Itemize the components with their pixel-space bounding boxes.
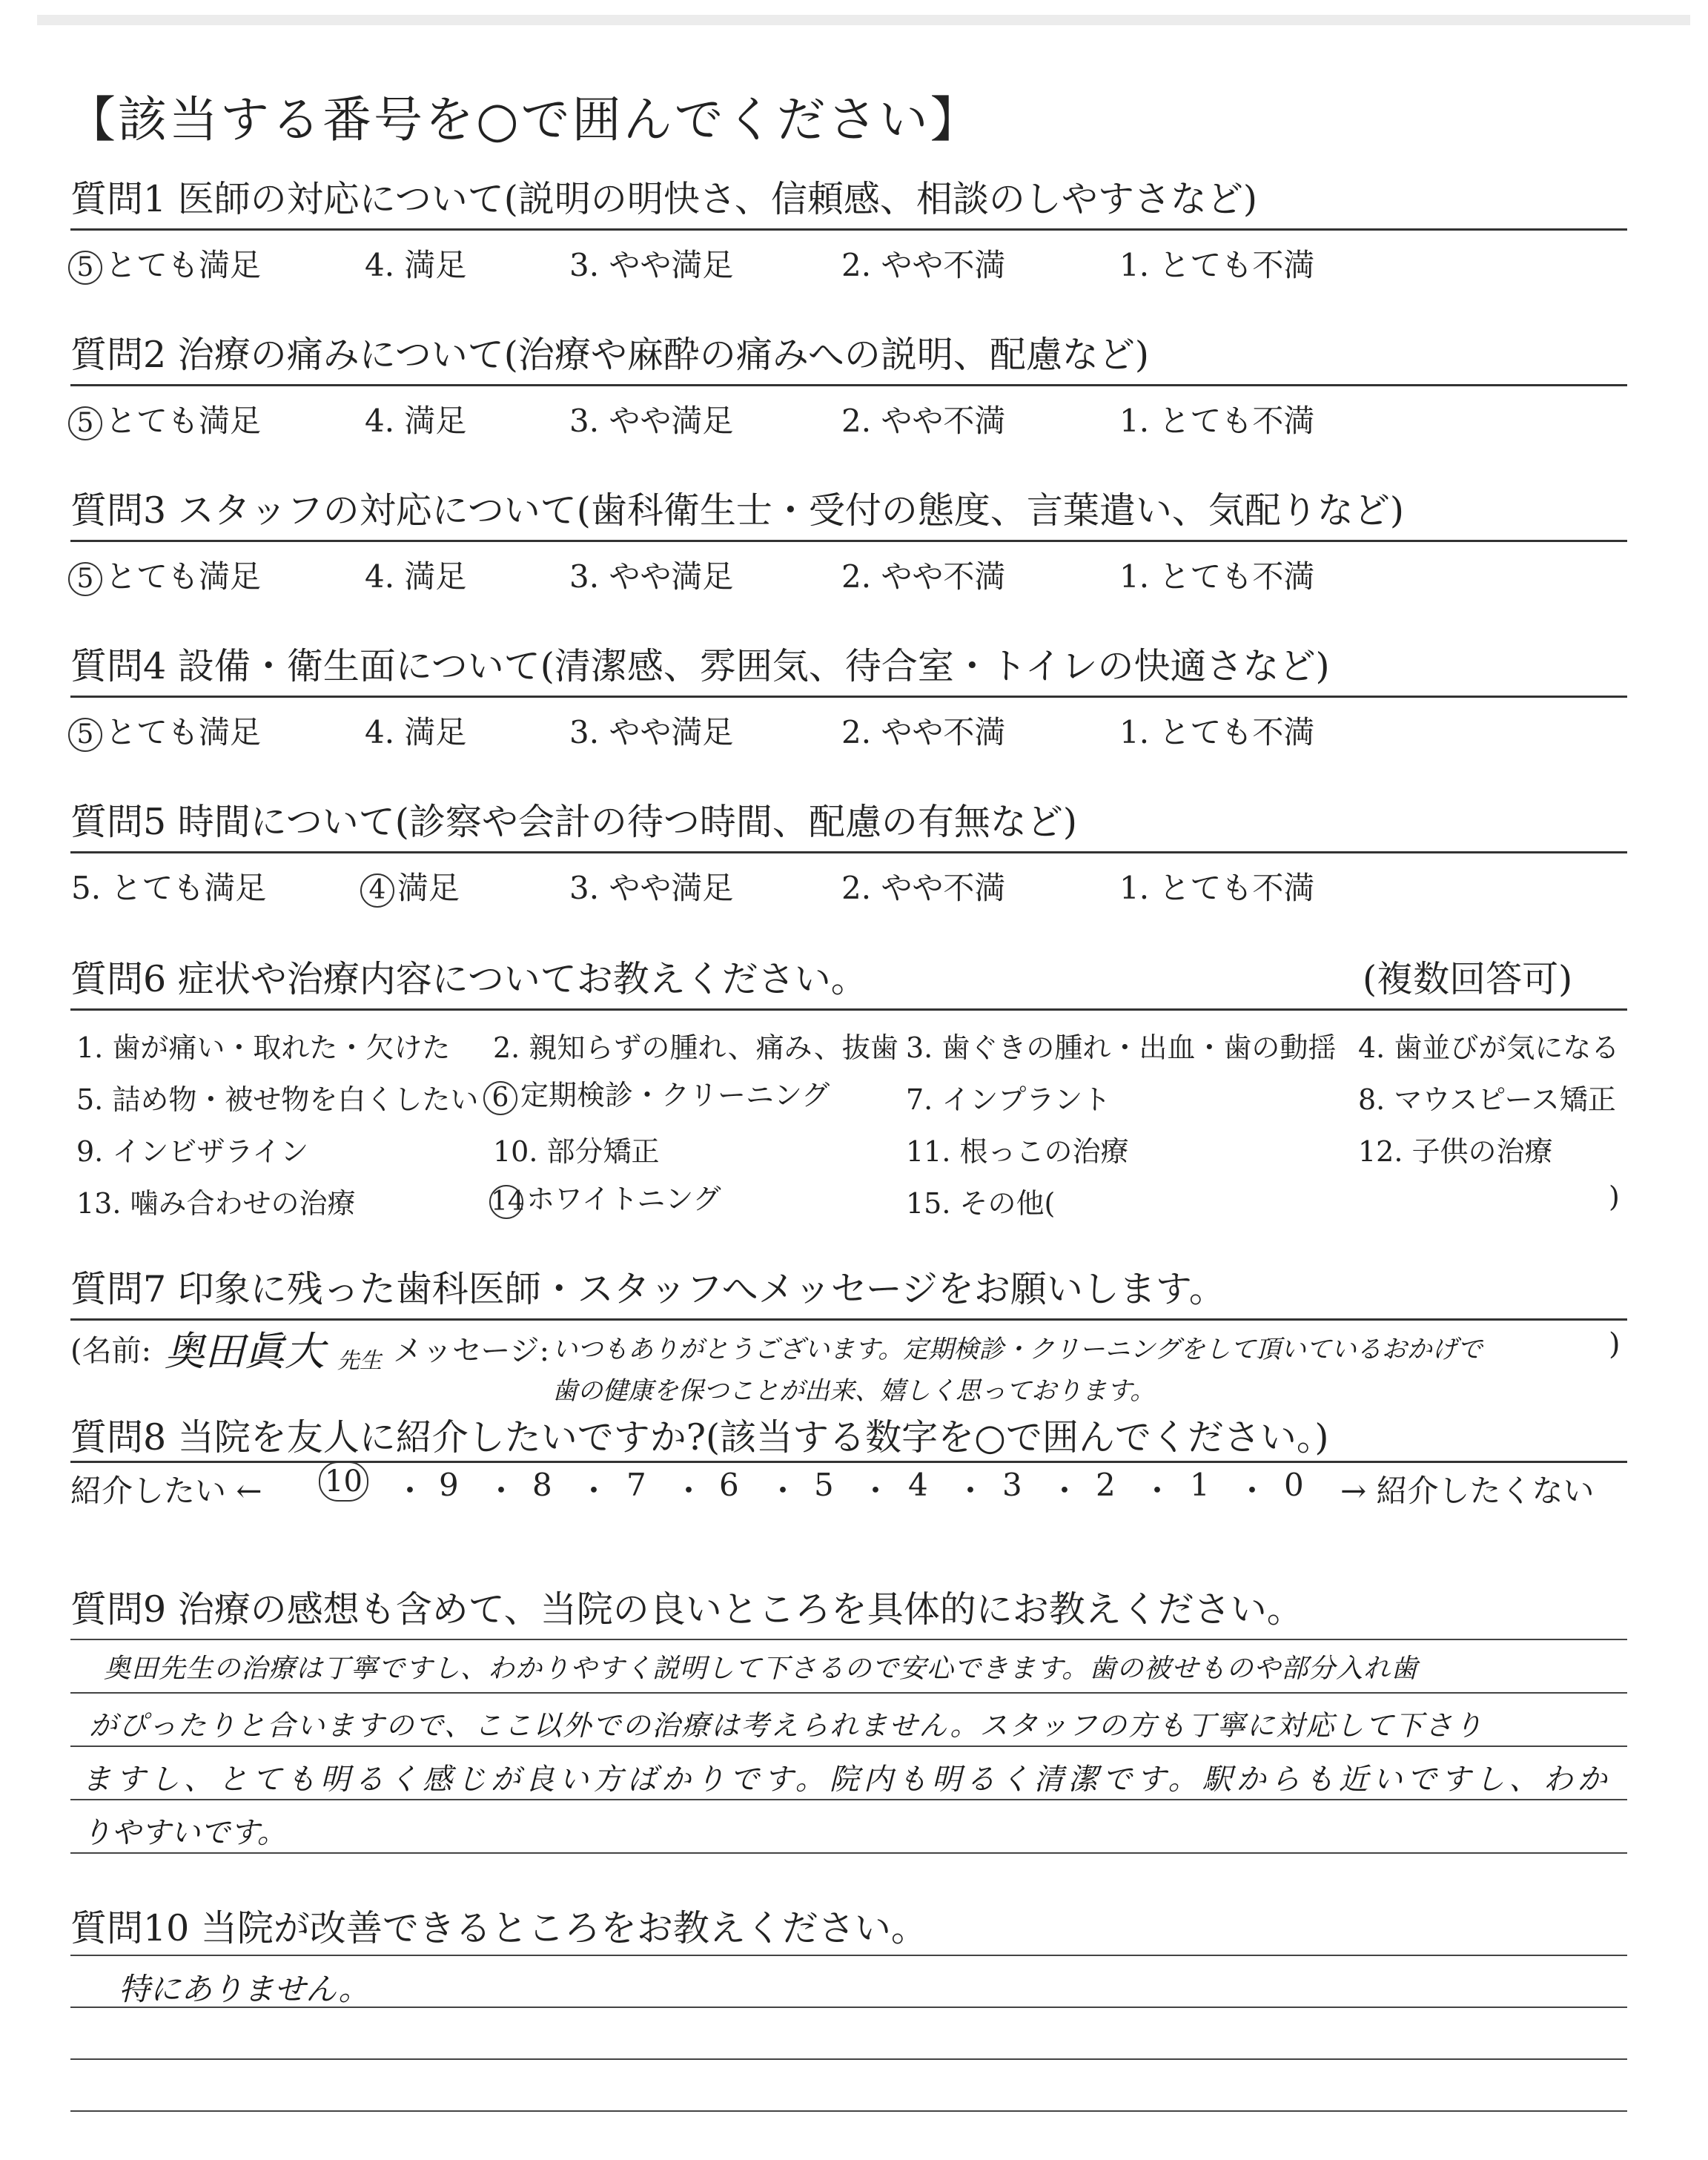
- q7-message-label: メッセージ:: [393, 1334, 550, 1368]
- question-6-title: 質問6 症状や治療内容についてお教えください。: [70, 958, 867, 1000]
- q9-writing-line: [70, 1852, 1627, 1854]
- q10-answer-line-1[interactable]: 特にありません。: [119, 1971, 370, 2007]
- q8-option-7[interactable]: 7: [626, 1467, 646, 1503]
- q6-item-3[interactable]: 3. 歯ぐきの腫れ・出血・歯の動揺: [906, 1031, 1337, 1064]
- q6-item-15-close: ): [1609, 1180, 1620, 1213]
- q8-sep: ・: [486, 1473, 517, 1509]
- q6-item-13[interactable]: 13. 噛み合わせの治療: [76, 1187, 356, 1220]
- question-1: [70, 171, 1627, 228]
- q6-item-1[interactable]: 1. 歯が痛い・取れた・欠けた: [76, 1031, 451, 1064]
- q3-option-5[interactable]: 5 とても満足: [68, 552, 261, 597]
- q2-option-5[interactable]: 5 とても満足: [68, 397, 261, 441]
- selected-circle: 5: [68, 562, 102, 596]
- question-4: [70, 638, 1627, 696]
- selected-circle: 10: [319, 1462, 368, 1502]
- q10-writing-line: [70, 2110, 1627, 2112]
- q5-option-5[interactable]: 5. とても満足: [71, 870, 267, 906]
- q6-item-5[interactable]: 5. 詰め物・被せ物を白くしたい: [76, 1083, 479, 1116]
- q5-option-3[interactable]: 3. やや満足: [569, 870, 734, 906]
- q8-option-1[interactable]: 1: [1190, 1467, 1210, 1503]
- q1-option-3[interactable]: 3. やや満足: [569, 247, 734, 283]
- q1-option-4[interactable]: 4. 満足: [365, 247, 467, 283]
- question-9-title: 質問9 治療の感想も含めて、当院の良いところを具体的にお教えください。: [70, 1588, 1303, 1631]
- q4-option-1[interactable]: 1. とても不満: [1119, 714, 1315, 750]
- question-4-title: 質問4 設備・衛生面について(清潔感、雰囲気、待合室・トイレの快適さなど): [70, 645, 1330, 687]
- q8-option-0[interactable]: 0: [1284, 1467, 1304, 1503]
- q6-item-2[interactable]: 2. 親知らずの腫れ、痛み、抜歯: [493, 1031, 898, 1064]
- question-6-rule: [70, 1008, 1627, 1011]
- q6-item-14[interactable]: 14ホワイトニング: [489, 1176, 721, 1219]
- q1-option-1[interactable]: 1. とても不満: [1119, 247, 1315, 283]
- q2-option-4[interactable]: 4. 満足: [365, 403, 467, 439]
- q6-item-11[interactable]: 11. 根っこの治療: [906, 1135, 1129, 1168]
- q9-writing-line: [70, 1692, 1627, 1694]
- q6-item-4[interactable]: 4. 歯並びが気になる: [1358, 1031, 1620, 1064]
- q8-option-6[interactable]: 6: [719, 1467, 739, 1503]
- question-2: [70, 326, 1627, 384]
- q6-item-9[interactable]: 9. インビザライン: [76, 1135, 309, 1168]
- question-1-title: 質問1 医師の対応について(説明の明快さ、信頼感、相談のしやすさなど): [70, 178, 1258, 220]
- selected-circle: 5: [68, 251, 102, 285]
- q9-writing-line: [70, 1799, 1627, 1800]
- top-border: [37, 15, 1690, 25]
- q6-item-12[interactable]: 12. 子供の治療: [1358, 1135, 1553, 1168]
- q7-message-line-2[interactable]: 歯の健康を保つことが出来、嬉しく思っております。: [552, 1376, 1156, 1406]
- q4-option-3[interactable]: 3. やや満足: [569, 714, 734, 750]
- q8-option-3[interactable]: 3: [1002, 1467, 1022, 1503]
- q5-option-1[interactable]: 1. とても不満: [1119, 870, 1315, 906]
- q4-option-2[interactable]: 2. やや不満: [841, 714, 1006, 750]
- q7-message-line-1[interactable]: いつもありがとうございます。定期検診・クリーニングをして頂いているおかげで: [552, 1335, 1483, 1364]
- q6-item-10[interactable]: 10. 部分矯正: [493, 1135, 660, 1168]
- q8-sep: ・: [1142, 1473, 1174, 1509]
- question-3-title: 質問3 スタッフの対応について(歯科衛生士・受付の態度、言葉遣い、気配りなど): [70, 489, 1405, 532]
- q5-option-4[interactable]: 4 満足: [360, 864, 460, 908]
- q6-item-6[interactable]: 6 定期検診・クリーニング: [483, 1072, 830, 1115]
- form-heading: 【該当する番号を○で囲んでください】: [67, 91, 982, 148]
- selected-circle: 4: [360, 873, 394, 908]
- q8-sep: ・: [767, 1473, 799, 1509]
- q10-writing-line: [70, 2058, 1627, 2060]
- q8-option-8[interactable]: 8: [532, 1467, 552, 1503]
- question-5: [70, 793, 1627, 851]
- q2-option-1[interactable]: 1. とても不満: [1119, 403, 1315, 439]
- q3-option-3[interactable]: 3. やや満足: [569, 558, 734, 595]
- question-8-rule: [70, 1461, 1627, 1463]
- q6-note: (複数回答可): [1363, 958, 1573, 1000]
- q3-option-1[interactable]: 1. とても不満: [1119, 558, 1315, 595]
- q6-item-15[interactable]: 15. その他(: [906, 1187, 1056, 1220]
- q5-option-2[interactable]: 2. やや不満: [841, 870, 1006, 906]
- selected-circle: 5: [68, 406, 102, 440]
- q7-name-value[interactable]: 奥田眞大: [165, 1328, 325, 1375]
- q9-answer-line-1[interactable]: 奥田先生の治療は丁寧ですし、わかりやすく説明して下さるので安心できます。歯の被せものや部分入れ歯: [104, 1654, 1419, 1684]
- q9-writing-line: [70, 1639, 1627, 1640]
- q8-option-10[interactable]: [319, 1461, 368, 1502]
- question-1-rule: [70, 228, 1627, 231]
- question-2-rule: [70, 384, 1627, 386]
- question-8-title: 質問8 当院を友人に紹介したいですか?(該当する数字を○で囲んでください。): [70, 1416, 1329, 1459]
- q9-answer-line-4[interactable]: りやすいです。: [82, 1816, 287, 1850]
- q8-sep: ・: [1237, 1473, 1268, 1509]
- q7-name-suffix: 先生: [337, 1348, 382, 1374]
- q3-option-4[interactable]: 4. 満足: [365, 558, 467, 595]
- question-8: [70, 1409, 1627, 1467]
- q3-option-2[interactable]: 2. やや不満: [841, 558, 1006, 595]
- q8-left-label: 紹介したい ←: [70, 1473, 262, 1509]
- q8-sep: ・: [860, 1473, 892, 1509]
- question-3: [70, 482, 1627, 540]
- q8-sep: ・: [1049, 1473, 1081, 1509]
- q1-option-2[interactable]: 2. やや不満: [841, 247, 1006, 283]
- question-7-title: 質問7 印象に残った歯科医師・スタッフへメッセージをお願いします。: [70, 1268, 1225, 1310]
- q7-close-paren: ): [1609, 1327, 1621, 1361]
- question-10-title: 質問10 当院が改善できるところをお教えください。: [70, 1907, 927, 1949]
- q9-answer-line-2[interactable]: がぴったりと合いますので、ここ以外での治療は考えられません。スタッフの方も丁寧に対応して下さり: [89, 1709, 1484, 1742]
- question-3-rule: [70, 540, 1627, 542]
- q8-option-4[interactable]: 4: [908, 1467, 928, 1503]
- question-4-rule: [70, 696, 1627, 698]
- selected-circle: 5: [68, 718, 102, 752]
- q9-answer-line-3[interactable]: ますし、とても明るく感じが良い方ばかりです。院内も明るく清潔です。駅からも近いですし、わか: [82, 1763, 1612, 1797]
- q8-option-9[interactable]: 9: [439, 1467, 459, 1503]
- q4-option-5[interactable]: 5 とても満足: [68, 708, 261, 753]
- q9-writing-line: [70, 1745, 1627, 1747]
- selected-circle: 6: [483, 1081, 517, 1115]
- question-7: [70, 1261, 1627, 1318]
- q7-name-label: (名前:: [70, 1334, 152, 1368]
- q8-sep: ・: [673, 1473, 705, 1509]
- question-9: [70, 1581, 1627, 1639]
- q2-option-2[interactable]: 2. やや不満: [841, 403, 1006, 439]
- question-5-rule: [70, 851, 1627, 853]
- q6-item-7[interactable]: 7. インプラント: [906, 1083, 1111, 1116]
- q10-writing-line: [70, 1955, 1627, 1956]
- q4-option-4[interactable]: 4. 満足: [365, 714, 467, 750]
- q8-option-2[interactable]: 2: [1096, 1467, 1116, 1503]
- q2-option-3[interactable]: 3. やや満足: [569, 403, 734, 439]
- q8-sep: ・: [394, 1473, 426, 1509]
- question-5-title: 質問5 時間について(診察や会計の待つ時間、配慮の有無など): [70, 801, 1078, 843]
- q8-sep: ・: [578, 1473, 610, 1509]
- question-10: [70, 1900, 1627, 1958]
- selected-circle: 14: [489, 1185, 523, 1219]
- q8-option-5[interactable]: 5: [814, 1467, 834, 1503]
- q8-sep: ・: [955, 1473, 987, 1509]
- q8-right-label: → 紹介したくない: [1340, 1473, 1595, 1509]
- question-2-title: 質問2 治療の痛みについて(治療や麻酔の痛みへの説明、配慮など): [70, 334, 1150, 376]
- q1-option-5[interactable]: 5 とても満足: [68, 241, 261, 285]
- q6-item-8[interactable]: 8. マウスピース矯正: [1358, 1083, 1616, 1116]
